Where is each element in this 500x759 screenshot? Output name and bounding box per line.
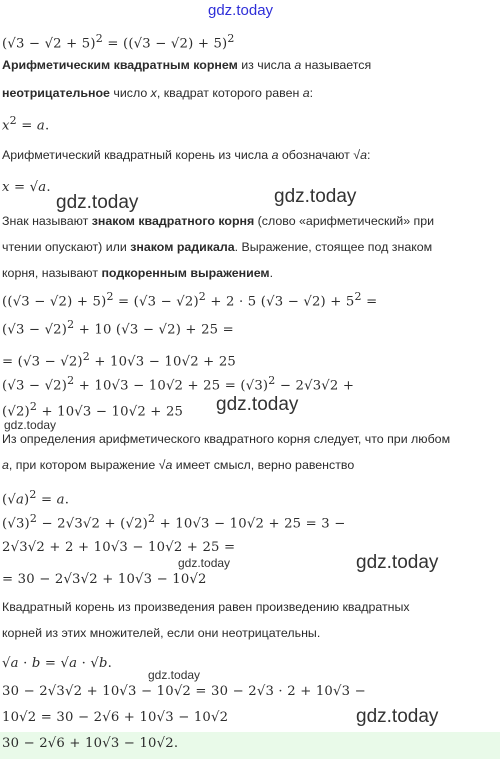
text-line: корня, называют подкоренным выражением. [2, 266, 274, 280]
formula-line: $(√a)^2 = a$. [2, 488, 70, 508]
text-line: Квадратный корень из произведения равен произведению квадратных [2, 600, 410, 614]
watermark: gdz.today [274, 186, 357, 207]
final-answer: 30 − 2√6 + 10√3 − 10√2. [2, 736, 179, 751]
expression-line: $(√2)^2 + 10√3 - 10√2 + 25$ [2, 400, 184, 420]
definition-line: Арифметический квадратный корень из числа a обозначают √a: [2, 148, 371, 162]
watermark: gdz.today [56, 192, 139, 213]
text-line: Из определения арифметического квадратного корня следует, что при любом [2, 432, 451, 446]
text-line: Знак называют знаком квадратного корня (слово «арифметический» при [2, 214, 435, 228]
expression-line: 30 − 2√3√2 + 10√3 − 10√2 = 30 − 2√3 · 2 + 10√3 − [2, 684, 366, 699]
watermark-top: gdz.today [208, 2, 274, 19]
watermark: gdz.today [356, 552, 439, 573]
text-line: чтении опускают) или знаком радикала. Выражение, стоящее под знаком [2, 240, 433, 254]
watermark: gdz.today [356, 706, 439, 727]
definition-line: неотрицательное число x, квадрат которого равен a: [2, 86, 314, 100]
expression-line: = $(√3 - √2)^2 + 10√3 - 10√2 + 25$ [2, 350, 236, 370]
watermark: gdz.today [178, 556, 231, 570]
expression-line: $(√3 - √2)^2 + 10√3 - 10√2 + 25 = (√3)^2 - 2√3√2$ + [2, 374, 355, 394]
expression-line: $(√3)^2 - 2√3√2 + (√2)^2 + 10√3 - 10√2 + 25 = 3$ − [2, 512, 346, 532]
expression-line: $(√3 - √2 + 5)^2 = ((√3 - √2) + 5)^2$ [2, 32, 235, 52]
watermark: gdz.today [148, 668, 201, 682]
expression-line: $((√3 - √2) + 5)^2 = (√3 - √2)^2 + 2 \cdot 5$ $(√3 - √2) + 5^2$ = [2, 290, 378, 310]
expression-line: 10√2 = 30 − 2√6 + 10√3 − 10√2 [2, 710, 229, 725]
formula-line: $x^2 = a$. [2, 114, 50, 134]
formula-line: √a · b = √a · √b. [2, 656, 113, 671]
text-line: корней из этих множителей, если они неотрицательны. [2, 626, 321, 640]
definition-line: Арифметическим квадратным корнем из числа a называется [2, 58, 372, 72]
expression-line: 2√3√2 + 2 + 10√3 − 10√2 + 25 = [2, 540, 236, 555]
watermark: gdz.today [4, 418, 57, 432]
formula-line: x = √a. [2, 180, 51, 195]
watermark: gdz.today [216, 394, 299, 415]
expression-line: $(√3 - √2)^2 + 10$ (√3 − √2) + 25 = [2, 318, 234, 338]
text-line: a, при котором выражение √a имеет смысл, верно равенство [2, 458, 355, 472]
expression-line: = 30 − 2√3√2 + 10√3 − 10√2 [2, 572, 207, 587]
